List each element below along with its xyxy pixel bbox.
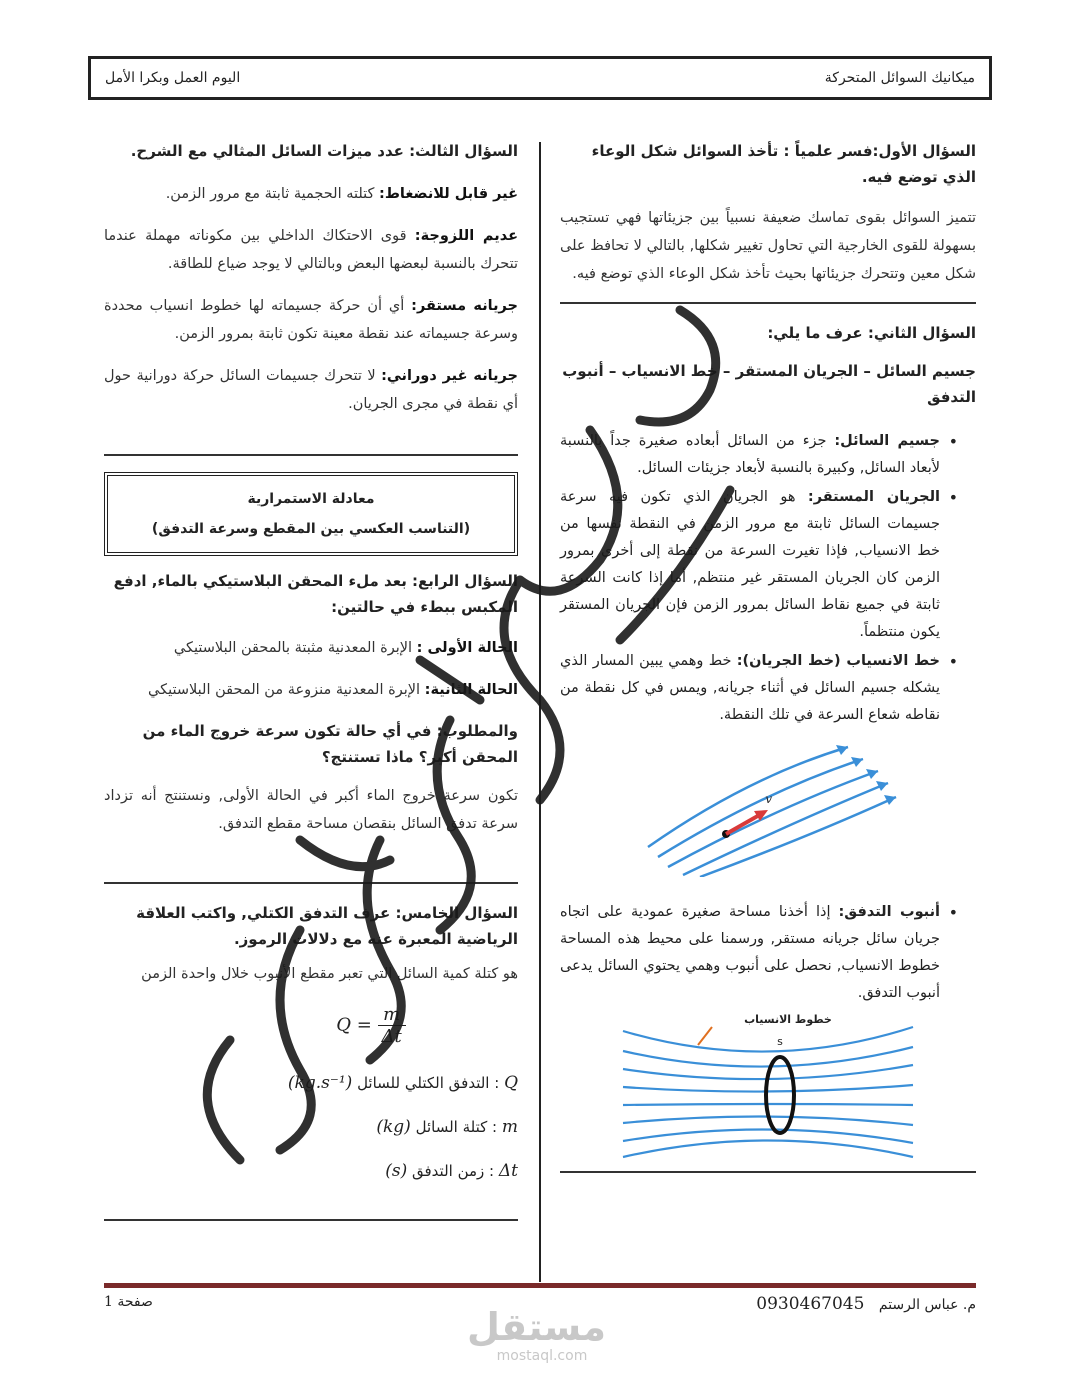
footer-author <box>756 1294 976 1314</box>
mostaql-watermark <box>467 1305 606 1364</box>
term-label: جريانه غير دوراني: <box>381 368 519 384</box>
symbol-unit: (kg.s⁻¹) <box>287 1073 353 1093</box>
streamlines-figure <box>638 737 898 877</box>
separator <box>104 1219 518 1221</box>
q4-case2 <box>104 676 518 704</box>
term-label: جريانه مستقر: <box>411 298 518 314</box>
term-text: أي أن حركة جسيماته لها خطوط انسياب محددة وسرعة جسيماته عند نقطة معينة تكون ثابتة بمرور الزمن. <box>104 298 518 342</box>
flow-tube-figure <box>618 1009 918 1159</box>
phone-number: 0930467045 <box>756 1294 865 1314</box>
separator <box>104 882 518 884</box>
case-text: الإبرة المعدنية منزوعة من المحقن البلاستيكي <box>148 682 421 698</box>
formula-fraction <box>378 1004 406 1047</box>
term-label: عديم اللزوجة: <box>414 228 518 244</box>
case-label: الحالة الأولى : <box>416 640 518 656</box>
list-item <box>560 899 976 1007</box>
symbol-line <box>104 1105 518 1149</box>
page-header <box>88 56 992 100</box>
q3-heading: السؤال الثالث: عدد ميزات السائل المثالي مع الشرح. <box>130 142 518 160</box>
term-text: لا تتحرك جسيمات السائل حركة دورانية حول أي نقطة في مجرى الجريان. <box>104 368 518 412</box>
q3-item <box>104 222 518 278</box>
q2-terms: جسيم السائل – الجريان المستقر – خط الانسياب – أنبوب التدفق <box>562 362 976 406</box>
symbol-unit: (kg) <box>376 1117 411 1137</box>
q1-heading: السؤال الأول:فسر علمياً : تأخذ السوائل شكل الوعاء الذي توضع فيه. <box>591 142 976 186</box>
footer-rule <box>104 1283 976 1288</box>
term-label: جسيم السائل: <box>834 433 940 449</box>
continuity-subtitle: (التناسب العكسي بين المقطع وسرعة التدفق) <box>151 521 471 537</box>
velocity-label: v <box>765 792 772 806</box>
page-number: صفحة 1 <box>104 1294 153 1310</box>
term-text: خط وهمي يبين المسار الذي يشكله جسيم السائل في أثناء جريانه, ويمس في كل نقطة من نقاطه شعاع السرعة في تلك النقطة. <box>560 653 940 723</box>
term-text: كتلته الحجمية ثابتة مع مرور الزمن. <box>165 186 375 202</box>
term-text: إذا أخذنا مساحة صغيرة عمودية على اتجاه جريان سائل جريانه مستقر, ورسمنا على محيط هذه المساحة خطوط الانسياب, نحصل على أنبوب وهمي يحتوي السائل يدعى أنبوب التدفق. <box>560 904 940 1001</box>
label-pointer <box>698 1027 712 1045</box>
q5-answer: هو كتلة كمية السائل التي تعبر مقطع الأنبوب خلال واحدة الزمن <box>141 966 518 982</box>
q2-definitions <box>560 428 976 729</box>
mass-flow-formula <box>104 1004 518 1047</box>
symbol: Δt <box>498 1161 518 1181</box>
separator <box>104 454 518 456</box>
term-label: غير قابل للانضغاط: <box>379 186 518 202</box>
symbol: Q <box>504 1073 518 1093</box>
symbol-desc: : التدفق الكتلي للسائل <box>357 1074 500 1092</box>
formula-lhs: Q = <box>336 1014 372 1036</box>
q4-case1 <box>104 634 518 662</box>
section-label: s <box>777 1035 783 1048</box>
streamlines-label: خطوط الانسياب <box>744 1013 832 1026</box>
continuity-title: معادلة الاستمرارية <box>247 491 375 507</box>
right-column <box>560 128 976 1189</box>
separator <box>560 302 976 304</box>
streamline-curves <box>648 747 896 877</box>
continuity-box <box>104 472 518 556</box>
cross-section-ellipse <box>766 1057 794 1133</box>
watermark-url: mostaql.com <box>496 1348 588 1364</box>
list-item <box>560 648 976 729</box>
case-label: الحالة الثانية: <box>424 682 518 698</box>
formula-numerator: m <box>378 1004 406 1026</box>
separator <box>560 1171 976 1173</box>
watermark-logo: مستقل <box>467 1305 606 1349</box>
header-title-right: ميكانيك السوائل المتحركة <box>824 70 975 86</box>
spacer <box>560 889 976 891</box>
symbol-line <box>104 1149 518 1193</box>
symbol-line <box>104 1061 518 1105</box>
formula-denominator: Δt <box>381 1026 402 1047</box>
left-column <box>104 128 518 1237</box>
header-title-left: اليوم العمل وبكرا الأمل <box>105 70 241 86</box>
term-label: أنبوب التدفق: <box>838 904 940 920</box>
symbol-unit: (s) <box>385 1161 408 1181</box>
q4-required: والمطلوب: في أي حالة تكون سرعة خروج الماء من المحقن أكبر؟ ماذا تستنتج؟ <box>142 722 518 766</box>
symbol-desc: : كتلة السائل <box>415 1118 498 1136</box>
q4-heading: السؤال الرابع: بعد ملء المحقن البلاستيكي بالماء, ادفع المكبس ببطء في حالتين: <box>113 572 518 616</box>
q3-item <box>104 180 518 208</box>
term-text: قوى الاحتكاك الداخلي بين مكوناته مهملة عندما تتحرك بالنسبة لبعضها البعض وبالتالي لا يوجد ضياع للطاقة. <box>104 228 518 272</box>
q4-answer: تكون سرعة خروج الماء أكبر في الحالة الأولى, ونستنتج أنه تزداد سرعة تدفق السائل بنقصان مساحة مقطع التدفق. <box>104 788 518 832</box>
symbol-desc: : زمن التدفق <box>412 1162 495 1180</box>
q2-heading: السؤال الثاني: عرف ما يلي: <box>767 324 976 342</box>
q3-item <box>104 292 518 348</box>
list-item <box>560 428 976 482</box>
list-item <box>560 484 976 646</box>
q1-answer: تتميز السوائل بقوى تماسك ضعيفة نسبياً بين جزيئاتها فهي تستجيب بسهولة للقوى الخارجية التي تحاول تغيير شكلها, بالتالي لا تحافظ على شكل معين وتتحرك جزيئاتها بحيث تأخذ شكل الوعاء الذي توضع فيه. <box>560 210 976 282</box>
column-divider <box>539 142 541 1282</box>
term-text: جزء من السائل أبعاده صغيرة جداً بالنسبة لأبعاد السائل, وكبيرة بالنسبة لأبعاد جزيئات السائل. <box>560 433 940 476</box>
q3-item <box>104 362 518 418</box>
term-label: خط الانسياب (خط الجريان): <box>736 653 941 669</box>
case-text: الإبرة المعدنية مثبتة بالمحقن البلاستيكي <box>173 640 413 656</box>
term-text: هو الجريان الذي تكون فيه سرعة جسيمات السائل ثابتة مع مرور الزمن في النقطة نفسها من خط الانسياب, فإذا تغيرت السرعة من نقطة إلى أخرى بمرور الزمن كان الجريان المستقر غير منتظم, أما إذا كانت السرعة ثابتة في جميع نقاط السائل بمرور الزمن فإن الجريان المستقر يكون منتظماً. <box>560 489 940 640</box>
q5-heading: السؤال الخامس: عرف التدفق الكتلي, واكتب العلاقة الرياضية المعبرة عنه مع دلالات الرموز. <box>136 904 518 948</box>
author-name: م. عباس الرستم <box>878 1297 976 1313</box>
term-label: الجريان المستقر: <box>807 489 940 505</box>
symbol: m <box>501 1117 518 1137</box>
